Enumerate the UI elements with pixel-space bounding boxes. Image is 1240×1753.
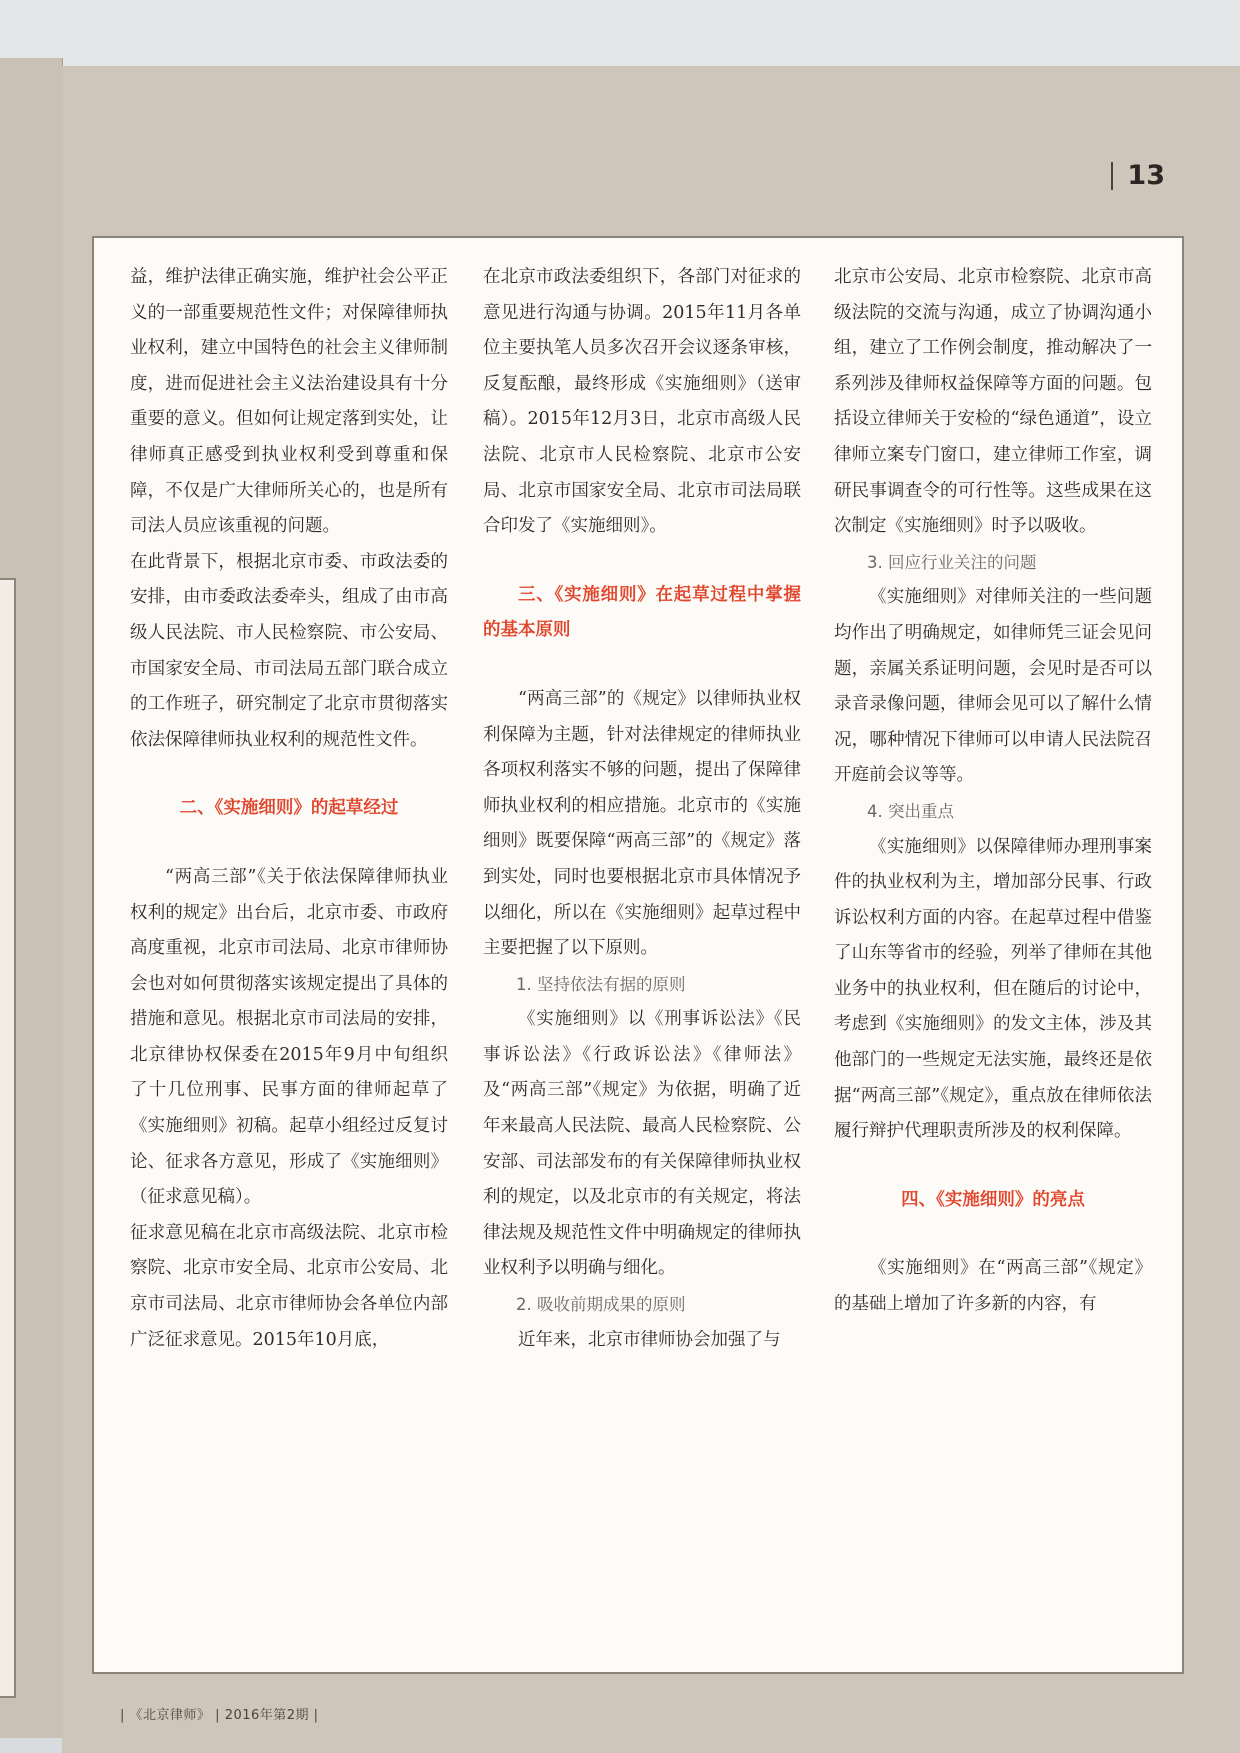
paragraph: “两高三部”《关于依法保障律师执业权利的规定》出台后，北京市委、市政府高度重视，北京市司法局、北京市律师协会也对如何贯彻落实该规定提出了具体的措施和意见。根据北京市司法局的安排，北京律协权保委在2015年9月中旬组织了十几位刑事、民事方面的律师起草了《实施细则》初稿。起草小组经过反复讨论、征求各方意见，形成了《实施细则》（征求意见稿）。 <box>130 866 448 1208</box>
paragraph: 《实施细则》以《刑事诉讼法》《民事诉讼法》《行政诉讼法》《律师法》及“两高三部”《规定》为依据，明确了近年来最高人民法院、最高人民检察院、公安部、司法部发布的有关保障律师执业权利的规定，以及北京市的有关规定，将法律法规及规范性文件中明确规定的律师执业权利予以明确与细化。 <box>483 1009 801 1279</box>
page-footer: | 《北京律师》 | 2016年第2期 | <box>120 1708 319 1723</box>
paragraph: 近年来，北京市律师协会加强了与 <box>518 1329 781 1350</box>
subheading: 4. 突出重点 <box>867 801 954 821</box>
column-1 <box>130 260 448 1358</box>
scan-background <box>0 0 1240 70</box>
section-heading-2: 二、《实施细则》的起草经过 <box>179 798 399 819</box>
paragraph: 益，维护法律正确实施，维护社会公平正义的一部重要规范性文件；对保障律师执业权利，建立中国特色的社会主义律师制度，进而促进社会主义法治建设具有十分重要的意义。但如何让规定落到实处，让律师真正感受到执业权利受到尊重和保障，不仅是广大律师所关心的，也是所有司法人员应该重视的问题。 <box>130 267 448 537</box>
magazine-page <box>62 66 1240 1753</box>
page-number: 13 <box>1111 162 1165 190</box>
subheading: 3. 回应行业关注的问题 <box>867 552 1037 572</box>
paragraph: 在北京市政法委组织下，各部门对征求的意见进行沟通与协调。2015年11月各单位主要执笔人员多次召开会议逐条审核，反复酝酿，最终形成《实施细则》（送审稿）。2015年12月3日，北京市高级人民法院、北京市人民检察院、北京市公安局、北京市国家安全局、北京市司法局联合印发了《实施细则》。 <box>483 267 801 537</box>
footer-issue: 2016年第2期 <box>224 1708 310 1723</box>
section-heading-3: 三、《实施细则》在起草过程中掌握的基本原则 <box>483 584 801 641</box>
paragraph: “两高三部”的《规定》以律师执业权利保障为主题，针对法律规定的律师执业各项权利落实不够的问题，提出了保障律师执业权利的相应措施。北京市的《实施细则》既要保障“两高三部”的《规定》落到实处，同时也要根据北京市具体情况予以细化，所以在《实施细则》起草过程中主要把握了以下原则。 <box>483 688 801 959</box>
previous-page-edge <box>0 58 63 1738</box>
paragraph: 征求意见稿在北京市高级法院、北京市检察院、北京市安全局、北京市公安局、北京市司法局、北京市律师协会各单位内部广泛征求意见。2015年10月底， <box>130 1222 448 1350</box>
paragraph: 《实施细则》在“两高三部”《规定》的基础上增加了许多新的内容，有 <box>834 1258 1152 1315</box>
paragraph: 北京市公安局、北京市检察院、北京市高级法院的交流与沟通，成立了协调沟通小组，建立了工作例会制度，推动解决了一系列涉及律师权益保障等方面的问题。包括设立律师关于安检的“绿色通道”，设立律师立案专门窗口，建立律师工作室，调研民事调查令的可行性等。这些成果在这次制定《实施细则》时予以吸收。 <box>834 267 1152 537</box>
footer-journal: 《北京律师》 <box>129 1708 211 1723</box>
paragraph: 在此背景下，根据北京市委、市政法委的安排，由市委政法委牵头，组成了由市高级人民法院、市人民检察院、市公安局、市国家安全局、市司法局五部门联合成立的工作班子，研究制定了北京市贯彻落实依法保障律师执业权利的规范性文件。 <box>130 551 448 750</box>
previous-page-panel <box>0 578 16 1698</box>
subheading: 2. 吸收前期成果的原则 <box>516 1295 686 1315</box>
paragraph: 《实施细则》对律师关注的一些问题均作出了明确规定，如律师凭三证会见问题，亲属关系证明问题，会见时是否可以录音录像问题，律师会见可以了解什么情况，哪种情况下律师可以申请人民法院召开庭前会议等等。 <box>834 587 1152 786</box>
subheading: 1. 坚持依法有据的原则 <box>516 974 686 994</box>
section-heading-4: 四、《实施细则》的亮点 <box>901 1189 1085 1210</box>
column-3 <box>834 260 1152 1323</box>
article-panel <box>92 236 1184 1674</box>
paragraph: 《实施细则》以保障律师办理刑事案件的执业权利为主，增加部分民事、行政诉讼权利方面的内容。在起草过程中借鉴了山东等省市的经验，列举了律师在其他业务中的执业权利，但在随后的讨论中，考虑到《实施细则》的发文主体，涉及其他部门的一些规定无法实施，最终还是依据“两高三部”《规定》，重点放在律师依法履行辩护代理职责所涉及的权利保障。 <box>834 836 1152 1142</box>
column-2 <box>483 260 801 1358</box>
